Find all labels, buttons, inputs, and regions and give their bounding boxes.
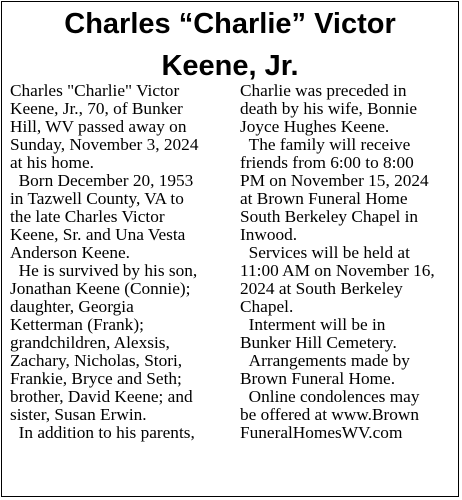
text-line: daughter, Georgia [10, 297, 134, 316]
text-line: 2024 at South Berkeley [240, 279, 403, 298]
obituary-left-column [10, 82, 232, 442]
text-line: Inwood. [240, 225, 298, 244]
text-line: Charlie was preceded in [240, 81, 407, 100]
text-line: in Tazwell County, VA to [10, 189, 184, 208]
text-line: Jonathan Keene (Connie); [10, 279, 191, 298]
text-line: brother, David Keene; and [10, 387, 193, 406]
text-line: grandchildren, Alexsis, [10, 333, 170, 352]
obituary-notice [1, 1, 459, 497]
text-line: Arrangements made by [240, 351, 410, 370]
obituary-title-line-1: Charles “Charlie” Victor [64, 8, 396, 40]
text-line: Hill, WV passed away on [10, 117, 187, 136]
text-line: Frankie, Bryce and Seth; [10, 369, 182, 388]
text-line: Ketterman (Frank); [10, 315, 144, 334]
text-line: Brown Funeral Home. [240, 369, 396, 388]
text-line: Keene, Jr., 70, of Bunker [10, 99, 183, 118]
text-line: Chapel. [240, 297, 294, 316]
text-line: In addition to his parents, [10, 423, 195, 442]
text-line: Joyce Hughes Keene. [240, 117, 390, 136]
text-line: Bunker Hill Cemetery. [240, 333, 397, 352]
obituary-title-line-2: Keene, Jr. [161, 50, 299, 82]
text-line: PM on November 15, 2024 [240, 171, 429, 190]
text-line: Born December 20, 1953 [10, 171, 194, 190]
text-line: sister, Susan Erwin. [10, 405, 147, 424]
text-line: The family will receive [240, 135, 411, 154]
text-line: Online condolences may [240, 387, 420, 406]
text-line: be offered at www.Brown [240, 405, 419, 424]
text-line: Keene, Sr. and Una Vesta [10, 225, 186, 244]
text-line: Services will be held at [240, 243, 410, 262]
text-line: Anderson Keene. [10, 243, 130, 262]
text-line: at Brown Funeral Home [240, 189, 408, 208]
text-line: death by his wife, Bonnie [240, 99, 418, 118]
text-line: South Berkeley Chapel in [240, 207, 419, 226]
text-line: Charles "Charlie" Victor [10, 81, 180, 100]
text-line: Interment will be in [240, 315, 386, 334]
text-line: 11:00 AM on November 16, [240, 261, 435, 280]
text-line: Zachary, Nicholas, Stori, [10, 351, 183, 370]
obituary-right-column [240, 82, 462, 442]
text-line: FuneralHomesWV.com [240, 423, 403, 442]
text-line: the late Charles Victor [10, 207, 165, 226]
text-line: Sunday, November 3, 2024 [10, 135, 199, 154]
text-line: at his home. [10, 153, 94, 172]
text-line: friends from 6:00 to 8:00 [240, 153, 414, 172]
text-line: He is survived by his son, [10, 261, 198, 280]
